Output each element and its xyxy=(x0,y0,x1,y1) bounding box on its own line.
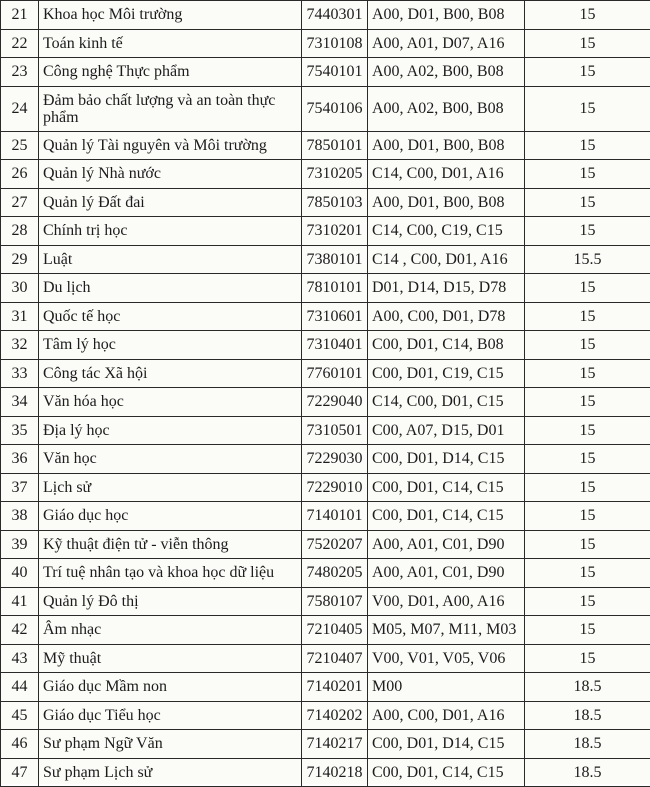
major-code-cell: 7310401 xyxy=(302,331,368,360)
table-row xyxy=(1,473,650,502)
row-number-cell: 41 xyxy=(1,587,39,616)
table-row xyxy=(1,530,650,559)
table-body xyxy=(1,1,650,787)
major-name-cell: Quản lý Nhà nước xyxy=(39,160,302,189)
score-cell: 15 xyxy=(525,559,650,588)
major-code-cell: 7850101 xyxy=(302,131,368,160)
subject-groups-cell: A00, A02, B00, B08 xyxy=(368,86,525,131)
subject-groups-cell: C14, C00, D01, C15 xyxy=(368,388,525,417)
major-code-cell: 7140101 xyxy=(302,502,368,531)
subject-groups-cell: A00, C00, D01, D78 xyxy=(368,302,525,331)
major-name-cell: Khoa học Môi trường xyxy=(39,1,302,30)
row-number-cell: 21 xyxy=(1,1,39,30)
major-name-cell: Quản lý Tài nguyên và Môi trường xyxy=(39,131,302,160)
subject-groups-cell: A00, D01, B00, B08 xyxy=(368,131,525,160)
row-number-cell: 33 xyxy=(1,359,39,388)
table-row xyxy=(1,502,650,531)
subject-groups-cell: A00, A02, B00, B08 xyxy=(368,58,525,87)
major-code-cell: 7540101 xyxy=(302,58,368,87)
row-number-cell: 36 xyxy=(1,445,39,474)
table-row xyxy=(1,131,650,160)
major-name-cell: Kỹ thuật điện tử - viễn thông xyxy=(39,530,302,559)
subject-groups-cell: C00, D01, C14, C15 xyxy=(368,502,525,531)
subject-groups-cell: A00, A01, C01, D90 xyxy=(368,559,525,588)
major-name-cell: Giáo dục Mầm non xyxy=(39,673,302,702)
major-code-cell: 7310601 xyxy=(302,302,368,331)
major-code-cell: 7140217 xyxy=(302,730,368,759)
table-row xyxy=(1,58,650,87)
major-code-cell: 7760101 xyxy=(302,359,368,388)
row-number-cell: 42 xyxy=(1,616,39,645)
table-row xyxy=(1,730,650,759)
major-code-cell: 7310108 xyxy=(302,29,368,58)
major-name-cell: Đảm bảo chất lượng và an toàn thực phẩm xyxy=(39,86,302,131)
subject-groups-cell: V00, V01, V05, V06 xyxy=(368,644,525,673)
table-row xyxy=(1,188,650,217)
subject-groups-cell: C14, C00, D01, A16 xyxy=(368,160,525,189)
table-row xyxy=(1,217,650,246)
major-name-cell: Công nghệ Thực phẩm xyxy=(39,58,302,87)
major-code-cell: 7580107 xyxy=(302,587,368,616)
major-code-cell: 7540106 xyxy=(302,86,368,131)
subject-groups-cell: C00, D01, C14, B08 xyxy=(368,331,525,360)
major-name-cell: Du lịch xyxy=(39,274,302,303)
row-number-cell: 30 xyxy=(1,274,39,303)
score-cell: 15 xyxy=(525,473,650,502)
score-cell: 15 xyxy=(525,274,650,303)
major-name-cell: Chính trị học xyxy=(39,217,302,246)
row-number-cell: 23 xyxy=(1,58,39,87)
subject-groups-cell: A00, A01, D07, A16 xyxy=(368,29,525,58)
score-cell: 15 xyxy=(525,86,650,131)
major-code-cell: 7210407 xyxy=(302,644,368,673)
major-name-cell: Luật xyxy=(39,245,302,274)
score-cell: 15 xyxy=(525,160,650,189)
major-code-cell: 7440301 xyxy=(302,1,368,30)
table-row xyxy=(1,559,650,588)
table-row xyxy=(1,701,650,730)
score-cell: 15.5 xyxy=(525,245,650,274)
table-row xyxy=(1,160,650,189)
major-code-cell: 7229030 xyxy=(302,445,368,474)
major-code-cell: 7310501 xyxy=(302,416,368,445)
major-code-cell: 7850103 xyxy=(302,188,368,217)
major-code-cell: 7140201 xyxy=(302,673,368,702)
score-cell: 15 xyxy=(525,616,650,645)
table-row xyxy=(1,86,650,131)
major-code-cell: 7140202 xyxy=(302,701,368,730)
score-cell: 15 xyxy=(525,445,650,474)
row-number-cell: 46 xyxy=(1,730,39,759)
major-code-cell: 7229010 xyxy=(302,473,368,502)
major-code-cell: 7810101 xyxy=(302,274,368,303)
table-row xyxy=(1,416,650,445)
major-code-cell: 7480205 xyxy=(302,559,368,588)
row-number-cell: 34 xyxy=(1,388,39,417)
row-number-cell: 26 xyxy=(1,160,39,189)
major-name-cell: Giáo dục học xyxy=(39,502,302,531)
table-row xyxy=(1,274,650,303)
row-number-cell: 31 xyxy=(1,302,39,331)
row-number-cell: 47 xyxy=(1,758,39,787)
table-row xyxy=(1,445,650,474)
major-code-cell: 7140218 xyxy=(302,758,368,787)
table-row xyxy=(1,245,650,274)
subject-groups-cell: C00, D01, D14, C15 xyxy=(368,445,525,474)
score-cell: 15 xyxy=(525,188,650,217)
subject-groups-cell: A00, C00, D01, A16 xyxy=(368,701,525,730)
major-name-cell: Toán kinh tế xyxy=(39,29,302,58)
table-row xyxy=(1,616,650,645)
row-number-cell: 24 xyxy=(1,86,39,131)
table-row xyxy=(1,388,650,417)
major-code-cell: 7380101 xyxy=(302,245,368,274)
score-cell: 15 xyxy=(525,131,650,160)
major-name-cell: Mỹ thuật xyxy=(39,644,302,673)
score-cell: 18.5 xyxy=(525,730,650,759)
score-cell: 15 xyxy=(525,217,650,246)
table-row xyxy=(1,29,650,58)
subject-groups-cell: D01, D14, D15, D78 xyxy=(368,274,525,303)
score-cell: 15 xyxy=(525,587,650,616)
row-number-cell: 25 xyxy=(1,131,39,160)
table-row xyxy=(1,302,650,331)
row-number-cell: 38 xyxy=(1,502,39,531)
table-row xyxy=(1,331,650,360)
score-cell: 15 xyxy=(525,1,650,30)
subject-groups-cell: C00, D01, D14, C15 xyxy=(368,730,525,759)
subject-groups-cell: A00, D01, B00, B08 xyxy=(368,1,525,30)
subject-groups-cell: V00, D01, A00, A16 xyxy=(368,587,525,616)
score-cell: 15 xyxy=(525,502,650,531)
score-cell: 18.5 xyxy=(525,758,650,787)
row-number-cell: 37 xyxy=(1,473,39,502)
subject-groups-cell: M05, M07, M11, M03 xyxy=(368,616,525,645)
subject-groups-cell: C00, D01, C14, C15 xyxy=(368,473,525,502)
major-name-cell: Quốc tế học xyxy=(39,302,302,331)
row-number-cell: 27 xyxy=(1,188,39,217)
major-name-cell: Quản lý Đất đai xyxy=(39,188,302,217)
row-number-cell: 39 xyxy=(1,530,39,559)
major-name-cell: Lịch sử xyxy=(39,473,302,502)
score-cell: 15 xyxy=(525,530,650,559)
subject-groups-cell: M00 xyxy=(368,673,525,702)
table-row xyxy=(1,587,650,616)
subject-groups-cell: C00, D01, C19, C15 xyxy=(368,359,525,388)
major-code-cell: 7210405 xyxy=(302,616,368,645)
major-name-cell: Địa lý học xyxy=(39,416,302,445)
score-cell: 15 xyxy=(525,29,650,58)
row-number-cell: 40 xyxy=(1,559,39,588)
major-code-cell: 7520207 xyxy=(302,530,368,559)
row-number-cell: 29 xyxy=(1,245,39,274)
major-name-cell: Trí tuệ nhân tạo và khoa học dữ liệu xyxy=(39,559,302,588)
row-number-cell: 22 xyxy=(1,29,39,58)
table-row xyxy=(1,673,650,702)
subject-groups-cell: C00, D01, C14, C15 xyxy=(368,758,525,787)
row-number-cell: 28 xyxy=(1,217,39,246)
major-name-cell: Công tác Xã hội xyxy=(39,359,302,388)
score-cell: 15 xyxy=(525,58,650,87)
table-row xyxy=(1,1,650,30)
score-cell: 15 xyxy=(525,644,650,673)
table-row xyxy=(1,644,650,673)
row-number-cell: 43 xyxy=(1,644,39,673)
major-code-cell: 7310205 xyxy=(302,160,368,189)
row-number-cell: 32 xyxy=(1,331,39,360)
row-number-cell: 44 xyxy=(1,673,39,702)
major-name-cell: Văn học xyxy=(39,445,302,474)
row-number-cell: 35 xyxy=(1,416,39,445)
major-code-cell: 7310201 xyxy=(302,217,368,246)
major-code-cell: 7229040 xyxy=(302,388,368,417)
row-number-cell: 45 xyxy=(1,701,39,730)
major-name-cell: Âm nhạc xyxy=(39,616,302,645)
table-row xyxy=(1,359,650,388)
major-name-cell: Giáo dục Tiểu học xyxy=(39,701,302,730)
score-cell: 15 xyxy=(525,388,650,417)
score-cell: 18.5 xyxy=(525,701,650,730)
subject-groups-cell: C14, C00, C19, C15 xyxy=(368,217,525,246)
score-cell: 18.5 xyxy=(525,673,650,702)
score-cell: 15 xyxy=(525,331,650,360)
subject-groups-cell: A00, A01, C01, D90 xyxy=(368,530,525,559)
table-row xyxy=(1,758,650,787)
major-name-cell: Văn hóa học xyxy=(39,388,302,417)
subject-groups-cell: C14 , C00, D01, A16 xyxy=(368,245,525,274)
score-cell: 15 xyxy=(525,302,650,331)
subject-groups-cell: C00, A07, D15, D01 xyxy=(368,416,525,445)
subject-groups-cell: A00, D01, B00, B08 xyxy=(368,188,525,217)
score-cell: 15 xyxy=(525,359,650,388)
major-name-cell: Sư phạm Ngữ Văn xyxy=(39,730,302,759)
major-name-cell: Tâm lý học xyxy=(39,331,302,360)
score-cell: 15 xyxy=(525,416,650,445)
major-name-cell: Quản lý Đô thị xyxy=(39,587,302,616)
major-name-cell: Sư phạm Lịch sử xyxy=(39,758,302,787)
